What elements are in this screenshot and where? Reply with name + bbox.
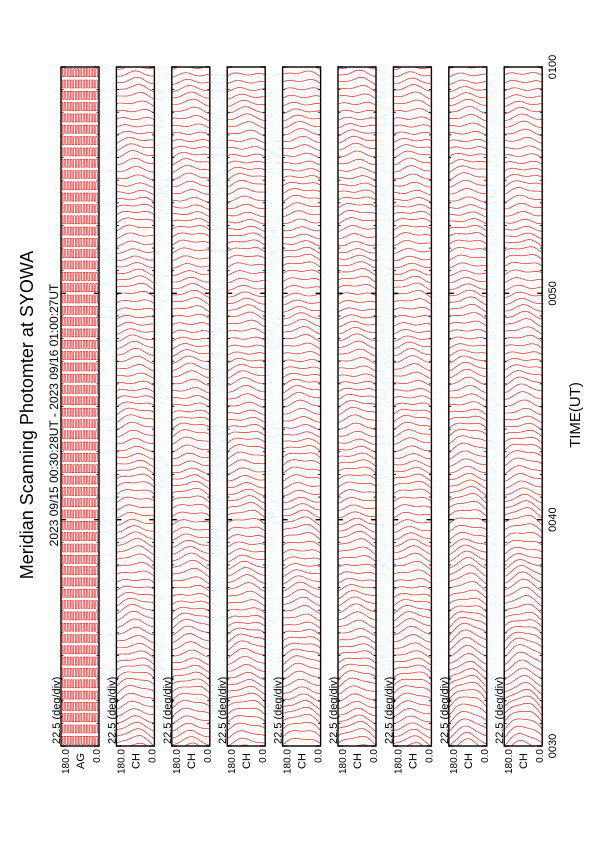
panel-6-channel-label: CH	[352, 753, 364, 769]
panel-2-channel-label: CH	[130, 753, 143, 769]
panel-2-angle-top: 180.0	[116, 749, 128, 775]
panel-5-angle-top: 180.0	[282, 749, 294, 775]
panel-3-angle-top: 180.0	[171, 749, 183, 775]
panel-7-angle-bottom: 0.0	[424, 749, 436, 763]
panel-8-channel-label: CH	[462, 753, 475, 769]
panel-1-angle-bottom: 0.0	[92, 749, 103, 763]
x-axis-title: TIME(UT)	[567, 382, 584, 448]
x-axis-title-group	[567, 382, 584, 448]
panel-4-channel-label: CH	[241, 753, 254, 769]
panel-8-angle-bottom: 0.0	[479, 749, 491, 763]
panel-4-angle-bottom: 0.0	[258, 749, 270, 763]
panel-9-channel-label: CH	[518, 753, 531, 769]
panel-8-scale-label: 22.5 (deg/div)	[438, 676, 451, 744]
x-tick-label: 0030	[547, 733, 560, 759]
panel-3-channel-label: CH	[185, 753, 198, 769]
panel-2-angle-bottom: 0.0	[147, 749, 159, 763]
panel-6-scale-label: 22.5 (deg/div)	[328, 676, 340, 744]
panel-4-scale-label: 22.5 (deg/div)	[217, 676, 230, 744]
panel-4-angle-top: 180.0	[227, 749, 239, 775]
panel-7-channel-label: CH	[407, 753, 420, 769]
panel-8-angle-top: 180.0	[448, 749, 460, 775]
panel-6-angle-top: 180.0	[338, 749, 349, 775]
panel-5-angle-bottom: 0.0	[313, 749, 325, 763]
panel-6-angle-bottom: 0.0	[369, 749, 380, 763]
panel-1-scale-label: 22.5 (deg/div)	[51, 676, 63, 744]
chart-title: Meridian Scanning Photomter at SYOWA	[17, 250, 37, 580]
panel-5-scale-label: 22.5 (deg/div)	[272, 676, 285, 744]
panel-3-angle-bottom: 0.0	[202, 749, 214, 763]
x-tick-label: 0050	[547, 281, 560, 306]
panel-7-angle-top: 180.0	[393, 749, 405, 775]
chart-title-group	[17, 251, 37, 579]
time-range-group	[47, 283, 61, 546]
panel-7-scale-label: 22.5 (deg/div)	[383, 676, 396, 744]
panel-9-angle-bottom: 0.0	[535, 749, 547, 763]
x-tick-label: 0040	[547, 507, 560, 532]
panel-9-scale-label: 22.5 (deg/div)	[494, 676, 507, 744]
panel-1-channel-label: AG	[75, 753, 87, 769]
panel-2-scale-label: 22.5 (deg/div)	[106, 676, 119, 744]
panel-5-channel-label: CH	[296, 753, 309, 769]
panel-1-angle-top: 180.0	[61, 749, 72, 775]
panel-3-scale-label: 22.5 (deg/div)	[161, 676, 174, 744]
panel-9-angle-top: 180.0	[504, 749, 516, 775]
time-range-label: 2023 09/15 00:30:28UT - 2023 09/16 01:00:27UT	[47, 283, 61, 547]
x-tick-label: 0100	[547, 54, 560, 80]
